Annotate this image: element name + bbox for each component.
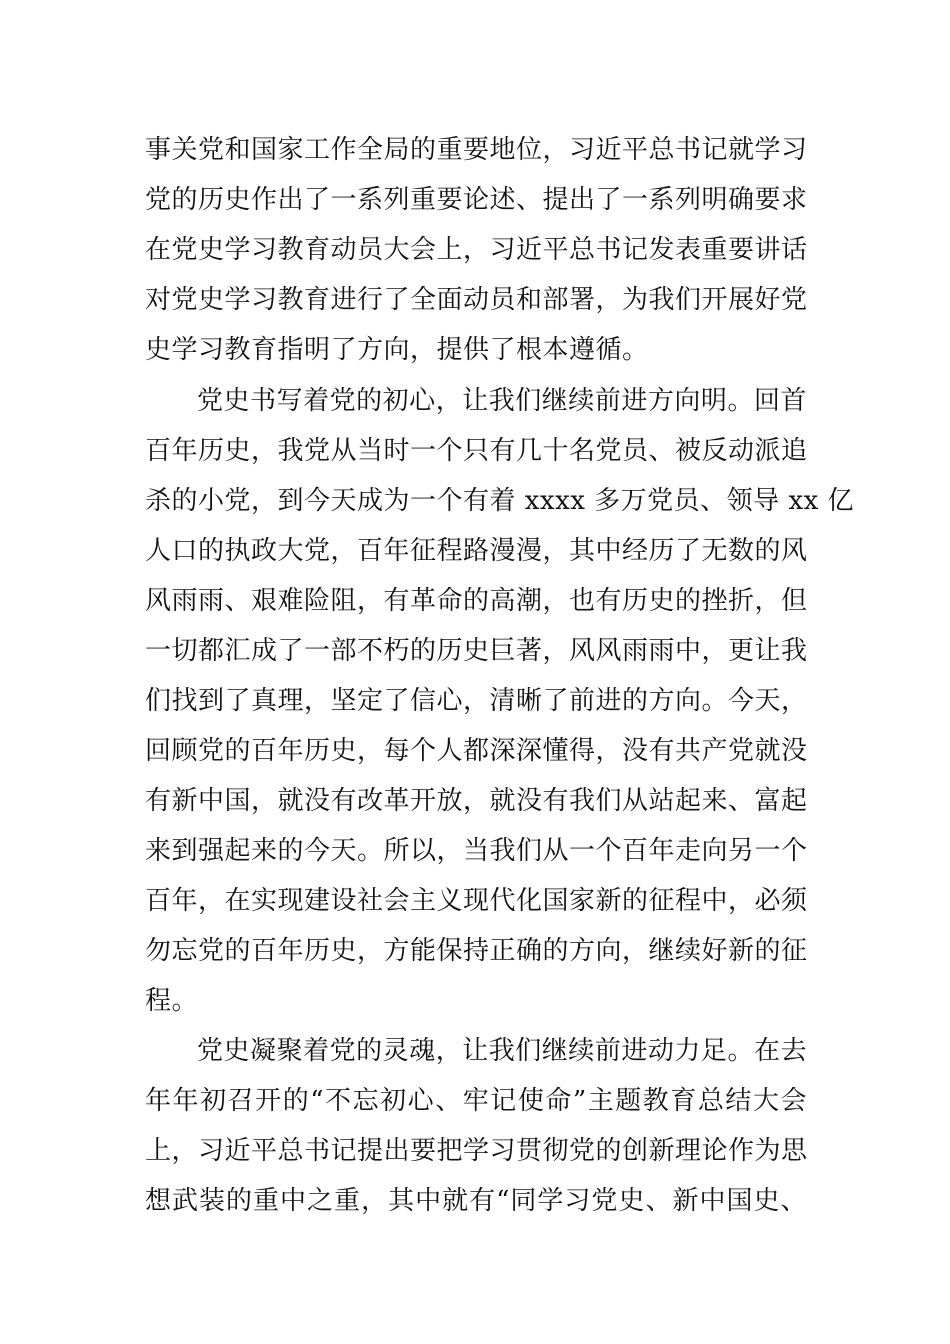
text-line: 对党史学习教育进行了全面动员和部署，为我们开展好党 bbox=[145, 285, 808, 315]
text-line: 来到强起来的今天。所以，当我们从一个百年走向另一个 bbox=[145, 836, 808, 866]
text-line: 勿忘党的百年历史，方能保持正确的方向，继续好新的征 bbox=[145, 936, 808, 966]
text-line: 有新中国，就没有改革开放，就没有我们从站起来、富起 bbox=[145, 786, 808, 816]
text-line: 程。 bbox=[145, 986, 199, 1016]
text-line: 年年初召开的“不忘初心、牢记使命”主题教育总结大会 bbox=[145, 1086, 807, 1116]
text-line: 想武装的重中之重，其中就有“同学习党史、新中国史、 bbox=[145, 1186, 807, 1216]
paragraph-start-line: 党史书写着党的初心，让我们继续前进方向明。回首 bbox=[197, 386, 807, 416]
text-line: 百年，在实现建设社会主义现代化国家新的征程中，必须 bbox=[145, 886, 808, 916]
text-line: 杀的小党，到今天成为一个有着 xxxx 多万党员、领导 xx 亿 bbox=[145, 486, 855, 516]
text-line: 人口的执政大党，百年征程路漫漫，其中经历了无数的风 bbox=[145, 536, 808, 566]
text-line: 党的历史作出了一系列重要论述、提出了一系列明确要求 bbox=[145, 185, 808, 215]
text-line: 回顾党的百年历史，每个人都深深懂得，没有共产党就没 bbox=[145, 736, 808, 766]
text-line: 在党史学习教育动员大会上，习近平总书记发表重要讲话 bbox=[145, 235, 808, 265]
text-line: 史学习教育指明了方向，提供了根本遵循。 bbox=[145, 335, 649, 365]
text-line: 一切都汇成了一部不朽的历史巨著，风风雨雨中，更让我 bbox=[145, 636, 808, 666]
text-line: 上，习近平总书记提出要把学习贯彻党的创新理论作为思 bbox=[145, 1136, 808, 1166]
text-line: 百年历史，我党从当时一个只有几十名党员、被反动派追 bbox=[145, 436, 808, 466]
text-line: 事关党和国家工作全局的重要地位，习近平总书记就学习 bbox=[145, 135, 808, 165]
paragraph-start-line: 党史凝聚着党的灵魂，让我们继续前进动力足。在去 bbox=[197, 1036, 807, 1066]
text-line: 风雨雨、艰难险阻，有革命的高潮，也有历史的挫折，但 bbox=[145, 586, 808, 616]
text-line: 们找到了真理，坚定了信心，清晰了前进的方向。今天， bbox=[145, 686, 808, 716]
